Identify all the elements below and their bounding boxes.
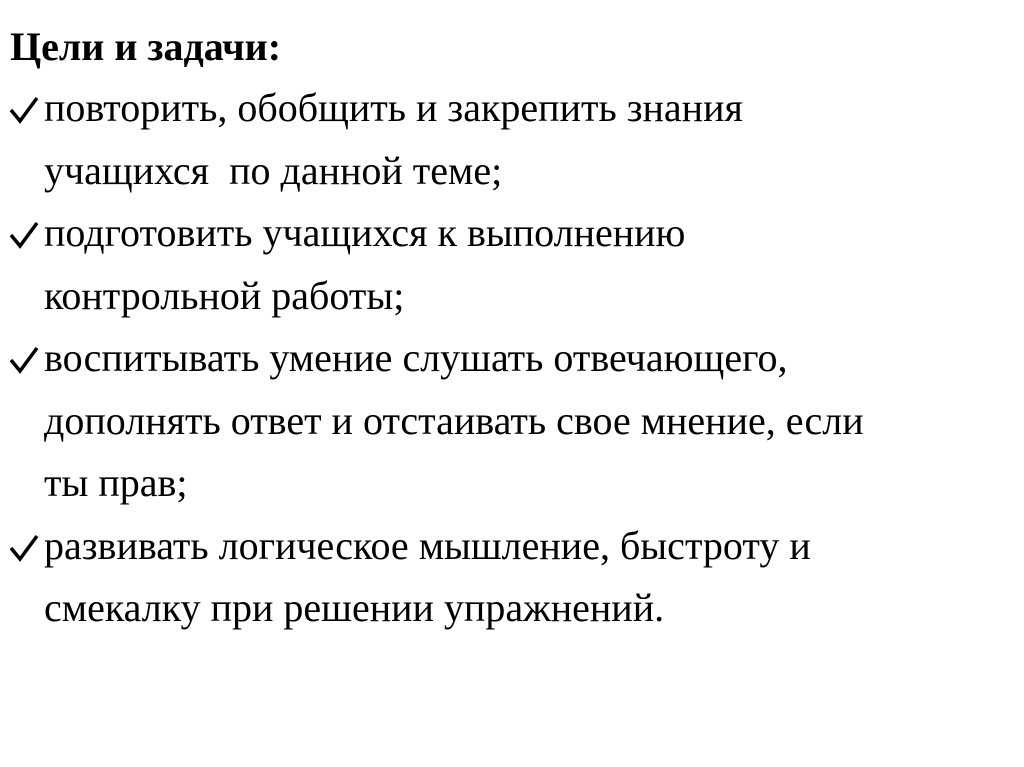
goal-item (8, 515, 1008, 640)
slide-title: Цели и задачи: (10, 24, 282, 69)
goals-list (8, 77, 1008, 640)
goal-text-line: повторить, обобщить и закрепить знания (44, 85, 743, 130)
goal-text-line: контрольной работы; (44, 272, 405, 318)
goal-item (8, 202, 1008, 327)
goal-text-line: смекалку при решении упражнений. (44, 585, 665, 630)
goal-text-line: дополнять ответ и отстаивать свое мнение, если (44, 397, 864, 443)
goal-text-line: воспитывать умение слушать отвечающего, (44, 335, 788, 380)
goal-item (8, 327, 1008, 515)
checkmark-icon (8, 220, 40, 250)
goal-text-line: подготовить учащихся к выполнению (44, 210, 686, 255)
goal-text-line: учащихся по данной теме; (44, 147, 503, 193)
goal-text-line: ты прав; (44, 460, 188, 505)
checkmark-icon (8, 95, 40, 125)
checkmark-icon (8, 533, 40, 563)
goal-text-line: развивать логическое мышление, быстроту и (44, 522, 811, 568)
checkmark-icon (8, 345, 40, 375)
goal-item (8, 77, 1008, 202)
